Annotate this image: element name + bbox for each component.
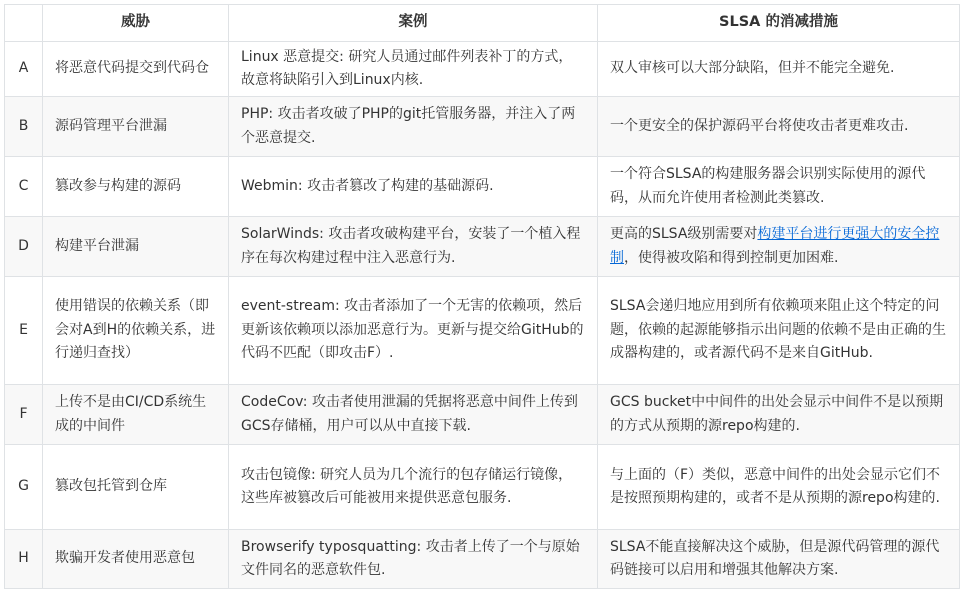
mitigation-cell: SLSA不能直接解决这个威胁，但是源代码管理的源代码链接可以启用和增强其他解决方案.: [598, 530, 960, 589]
header-row: [5, 5, 960, 42]
mitigation-cell: GCS bucket中中间件的出处会显示中间件不是以预期的方式从预期的源repo构建的.: [598, 385, 960, 445]
threat-cell: 使用错误的依赖关系（即会对A到H的依赖关系，进行递归查找）: [43, 277, 229, 385]
mitigation-cell: 与上面的（F）类似，恶意中间件的出处会显示它们不是按照预期构建的，或者不是从预期的源repo构建的.: [598, 445, 960, 530]
header-index: [5, 5, 43, 42]
example-cell: 攻击包镜像: 研究人员为几个流行的包存储运行镜像，这些库被篡改后可能被用来提供恶意包服务.: [229, 445, 598, 530]
mitigation-cell: 一个更安全的保护源码平台将使攻击者更难攻击.: [598, 97, 960, 157]
example-cell: Webmin: 攻击者篡改了构建的基础源码.: [229, 157, 598, 217]
table-row: [5, 217, 960, 277]
build-platform-security-link[interactable]: 构建平台进行更强大的安全控制: [610, 226, 940, 266]
row-id: G: [5, 445, 43, 530]
row-id: B: [5, 97, 43, 157]
row-id: F: [5, 385, 43, 445]
example-cell: Linux 恶意提交: 研究人员通过邮件列表补丁的方式，故意将缺陷引入到Linux内核.: [229, 42, 598, 97]
threat-cell: 上传不是由CI/CD系统生成的中间件: [43, 385, 229, 445]
table-header: [5, 5, 960, 42]
row-id: H: [5, 530, 43, 589]
example-cell: PHP: 攻击者攻破了PHP的git托管服务器，并注入了两个恶意提交.: [229, 97, 598, 157]
threat-cell: 将恶意代码提交到代码仓: [43, 42, 229, 97]
table-row: [5, 42, 960, 97]
header-mitigation: SLSA 的消减措施: [598, 5, 960, 42]
table-row: [5, 385, 960, 445]
example-cell: SolarWinds: 攻击者攻破构建平台，安装了一个植入程序在每次构建过程中注入恶意行为.: [229, 217, 598, 277]
threat-cell: 源码管理平台泄漏: [43, 97, 229, 157]
row-id: E: [5, 277, 43, 385]
threat-cell: 欺骗开发者使用恶意包: [43, 530, 229, 589]
mitigation-cell: 双人审核可以大部分缺陷，但并不能完全避免.: [598, 42, 960, 97]
mitigation-text-suffix: ，使得被攻陷和得到控制更加困难.: [624, 249, 839, 266]
threat-cell: 篡改包托管到仓库: [43, 445, 229, 530]
threat-cell: 篡改参与构建的源码: [43, 157, 229, 217]
header-example: 案例: [229, 5, 598, 42]
table-row: [5, 157, 960, 217]
example-cell: CodeCov: 攻击者使用泄漏的凭据将恶意中间件上传到GCS存储桶，用户可以从中直接下载.: [229, 385, 598, 445]
row-id: C: [5, 157, 43, 217]
header-threat: 威胁: [43, 5, 229, 42]
table-row: [5, 530, 960, 589]
threat-cell: 构建平台泄漏: [43, 217, 229, 277]
table-row: [5, 277, 960, 385]
row-id: D: [5, 217, 43, 277]
table-row: [5, 445, 960, 530]
mitigation-cell: [598, 217, 960, 277]
row-id: A: [5, 42, 43, 97]
example-cell: Browserify typosquatting: 攻击者上传了一个与原始文件同名的恶意软件包.: [229, 530, 598, 589]
mitigation-cell: SLSA会递归地应用到所有依赖项来阻止这个特定的问题，依赖的起源能够指示出问题的依赖不是由正确的生成器构建的，或者源代码不是来自GitHub.: [598, 277, 960, 385]
example-cell: event-stream: 攻击者添加了一个无害的依赖项，然后更新该依赖项以添加恶意行为。更新与提交给GitHub的代码不匹配（即攻击F）.: [229, 277, 598, 385]
mitigation-text-prefix: 更高的SLSA级别需要对: [610, 226, 758, 242]
slsa-threats-table: [4, 4, 960, 589]
table-row: [5, 97, 960, 157]
mitigation-cell: 一个符合SLSA的构建服务器会识别实际使用的源代码，从而允许使用者检测此类篡改.: [598, 157, 960, 217]
table-body: [5, 42, 960, 589]
